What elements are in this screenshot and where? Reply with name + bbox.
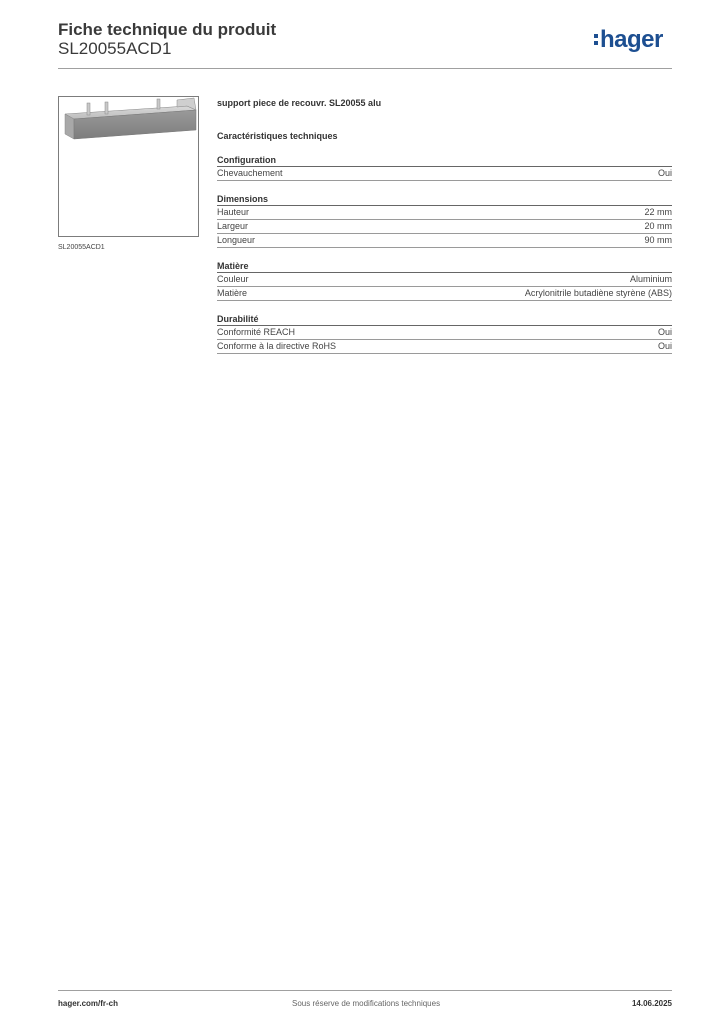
tech-characteristics-title: Caractéristiques techniques bbox=[217, 131, 338, 141]
product-reference: SL20055ACD1 bbox=[58, 39, 172, 58]
section-configuration bbox=[217, 154, 672, 181]
header-divider bbox=[58, 68, 672, 69]
section-dimensions bbox=[217, 193, 672, 248]
spec-row bbox=[217, 340, 672, 354]
section-title: Dimensions bbox=[217, 193, 672, 206]
spec-value: Oui bbox=[657, 168, 672, 178]
spec-value: Oui bbox=[657, 327, 672, 337]
spec-value: Acrylonitrile butadiène styrène (ABS) bbox=[524, 288, 672, 298]
spec-label: Chevauchement bbox=[217, 168, 283, 178]
product-description: support piece de recouvr. SL20055 alu bbox=[217, 98, 382, 108]
spec-row bbox=[217, 287, 672, 301]
logo-dots-icon bbox=[594, 34, 598, 48]
spec-label: Hauteur bbox=[217, 207, 250, 217]
footer-date: 14.06.2025 bbox=[631, 999, 672, 1008]
product-image bbox=[58, 96, 199, 237]
spec-row bbox=[217, 234, 672, 248]
section-title: Configuration bbox=[217, 154, 672, 167]
product-content bbox=[217, 97, 672, 354]
spec-label: Matière bbox=[217, 288, 248, 298]
section-durability bbox=[217, 313, 672, 354]
spec-value: 20 mm bbox=[644, 221, 672, 231]
footer-divider bbox=[58, 990, 672, 991]
spec-value: 22 mm bbox=[644, 207, 672, 217]
hager-logo bbox=[594, 27, 663, 53]
spec-value: Oui bbox=[657, 341, 672, 351]
spec-label: Conformité REACH bbox=[217, 327, 296, 337]
page-title: Fiche technique du produit bbox=[58, 20, 277, 39]
spec-row bbox=[217, 220, 672, 234]
logo-text: hager bbox=[600, 26, 663, 53]
spec-row bbox=[217, 273, 672, 287]
footer-notice: Sous réserve de modifications techniques bbox=[292, 999, 441, 1008]
product-rail-icon bbox=[59, 97, 198, 236]
spec-row bbox=[217, 206, 672, 220]
section-material bbox=[217, 260, 672, 301]
spec-label: Couleur bbox=[217, 274, 249, 284]
spec-row bbox=[217, 167, 672, 181]
image-caption: SL20055ACD1 bbox=[58, 244, 105, 251]
spec-label: Longueur bbox=[217, 235, 256, 245]
section-title: Matière bbox=[217, 260, 672, 273]
spec-value: Aluminium bbox=[629, 274, 672, 284]
spec-row bbox=[217, 326, 672, 340]
spec-value: 90 mm bbox=[644, 235, 672, 245]
spec-label: Conforme à la directive RoHS bbox=[217, 341, 337, 351]
section-title: Durabilité bbox=[217, 313, 672, 326]
footer-website-link[interactable]: hager.com/fr-ch bbox=[58, 999, 119, 1008]
spec-label: Largeur bbox=[217, 221, 249, 231]
